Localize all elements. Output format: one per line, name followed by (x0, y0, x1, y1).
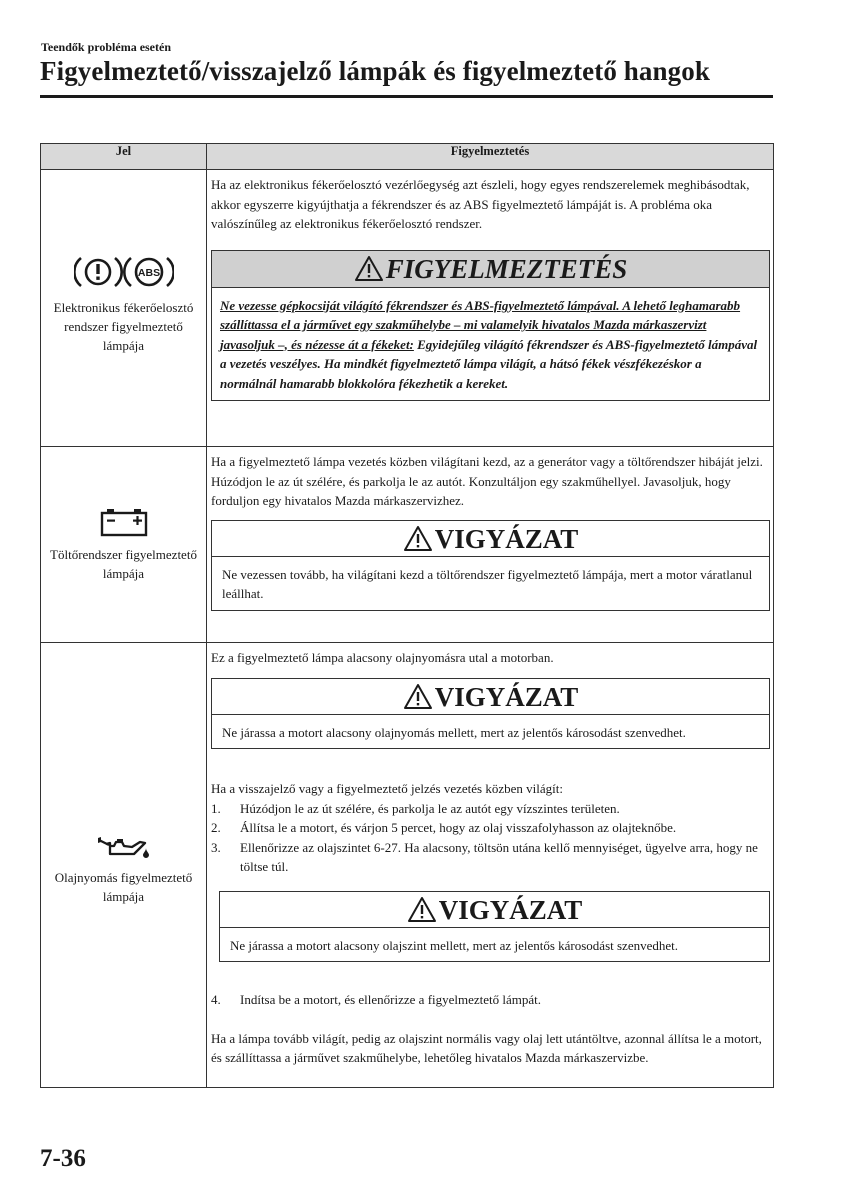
table-header-row (41, 144, 774, 170)
symbol-label: Töltőrendszer figyelmeztető lámpája (50, 546, 197, 581)
column-header-jel: Jel (41, 144, 207, 170)
steps-intro: Ha a visszajelző vagy a figyelmeztető jelzés vezetés közben világít: (211, 781, 563, 796)
final-note: Ha a lámpa tovább világít, pedig az olajszint normális vagy olaj lett utántöltve, azonnal állítsa le a motort, és szállíttassa a járművet szakműhelybe, lehetőleg hivatalos Mazda márkaszervizbe. (211, 1030, 762, 1065)
title-rule (40, 95, 773, 98)
steps-list (211, 990, 770, 1010)
svg-text:ABS: ABS (137, 266, 160, 279)
symbol-label: Olajnyomás figyelmeztető lámpája (54, 870, 193, 904)
description-text: Húzódjon le az út szélére, és parkolja le az autót. Konzultáljon egy szakműhellyel. Javasoljuk, hogy forduljon egy hivatalos Mazda márkaszervizhez. (211, 473, 731, 508)
table-row (41, 643, 774, 1088)
caution-title: VIGYÁZAT (434, 681, 579, 712)
warning-triangle-icon (403, 683, 433, 710)
brake-abs-warning-icon (74, 254, 174, 290)
warning-title: FIGYELMEZTETÉS (385, 253, 628, 284)
page-title: Figyelmeztető/visszajelző lámpák és figyelmeztető hangok (40, 56, 710, 86)
caution-header (212, 679, 769, 715)
column-header-figyelmeztetes: Figyelmeztetés (207, 144, 774, 170)
battery-charging-icon (100, 507, 148, 537)
description-text: Ha a figyelmeztető lámpa vezetés közben világítani kezd, az a generátor vagy a töltőrendszer hibáját jelzi. (211, 454, 763, 469)
warning-triangle-icon (407, 896, 437, 923)
warning-lights-table (40, 143, 774, 1088)
caution-header (220, 892, 769, 928)
warning-underlined-text: Ne vezesse gépkocsiját világító fékrendszer és ABS-figyelmeztető lámpával. A lehető leghamarabb szállíttassa el a járművet egy szakműhelybe – mi valamelyik hivatalos Mazda márkaszervizt javasoljuk –, és nézesse át a fékeket: (220, 297, 741, 352)
caution-box (219, 891, 770, 963)
caution-title: VIGYÁZAT (434, 523, 579, 554)
description-text: Ha az elektronikus fékerőelosztó vezérlőegység azt észleli, hogy egyes rendszerelemek meghibásodtak, akkor egyszerre kigyújthatja a fékrendszer és az ABS figyelmeztető lámpáját is. A probléma oka valószínűleg az elektronikus fékerőelosztó rendszer. (211, 177, 750, 231)
section-heading: Teendők probléma esetén (41, 40, 172, 54)
oil-can-icon (96, 834, 152, 860)
symbol-cell (41, 643, 207, 1088)
warning-triangle-icon (354, 255, 384, 282)
list-item: 2. Állítsa le a motort, és várjon 5 percet, hogy az olaj visszafolyhasson az olajteknőbe. (211, 820, 677, 835)
steps-list (211, 799, 770, 877)
warning-text: Egyidejűleg világító fékrendszer és ABS-figyelmeztető lámpával a vezetés veszélyes. Ha mindkét figyelmeztető lámpa világít, a hátsó fékek vészfékezéskor a normálnál hamarabb blokkolóra fékezhetik a kereket. (220, 336, 758, 391)
description-cell (207, 170, 774, 447)
warning-body (212, 288, 769, 401)
list-item: 3. Ellenőrizze az olajszintet 6-27. Ha alacsony, töltsön utána kellő mennyiséget, ügyelve arra, hogy ne töltse túl. (211, 839, 758, 874)
symbol-cell (41, 170, 207, 447)
description-cell (207, 643, 774, 1088)
caution-box (211, 520, 770, 611)
symbol-cell (41, 447, 207, 643)
caution-body: Ne járassa a motort alacsony olajszint mellett, mert az jelentős károsodást szenvedhet. (230, 937, 678, 953)
list-item: 1. Húzódjon le az út szélére, és parkolja le az autót egy vízszintes területen. (211, 800, 620, 816)
warning-header (212, 251, 769, 288)
warning-box (211, 250, 770, 402)
table-row (41, 170, 774, 447)
description-text: Ez a figyelmeztető lámpa alacsony olajnyomásra utal a motorban. (211, 650, 554, 665)
caution-body: Ne vezessen tovább, ha világítani kezd a töltőrendszer figyelmeztető lámpája, mert a motor váratlanul leállhat. (222, 566, 753, 601)
list-item: 4. Indítsa be a motort, és ellenőrizze a figyelmeztető lámpát. (211, 992, 542, 1007)
symbol-label: Elektronikus fékerőelosztó rendszer figyelmeztető lámpája (53, 299, 194, 353)
caution-box (211, 678, 770, 750)
warning-triangle-icon (403, 525, 433, 552)
caution-body: Ne járassa a motort alacsony olajnyomás mellett, mert az jelentős károsodást szenvedhet. (222, 724, 686, 740)
page-number: 7-36 (40, 1145, 86, 1172)
caution-title: VIGYÁZAT (438, 894, 583, 925)
table-row (41, 447, 774, 643)
caution-header (212, 521, 769, 557)
description-cell (207, 447, 774, 643)
